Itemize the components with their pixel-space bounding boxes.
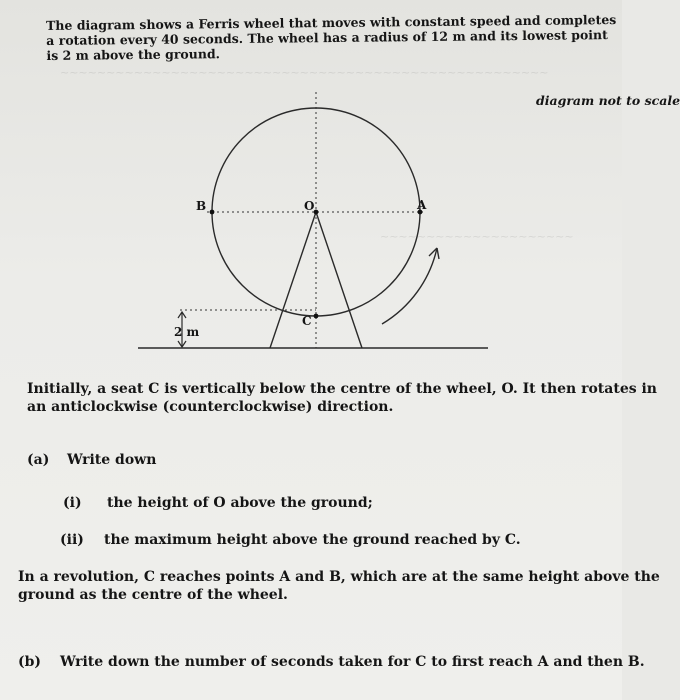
part-a-ii-text: the maximum height above the ground reached by C. — [104, 532, 521, 548]
support-right — [316, 212, 362, 348]
label-C: C — [302, 314, 312, 328]
initial-paragraph — [27, 380, 657, 416]
intro-line-2: a rotation every 40 seconds. The wheel has a radius of 12 m and its lowest point — [46, 27, 608, 48]
part-b-text: Write down the number of seconds taken for C to first reach A and then B. — [60, 654, 645, 670]
point-C — [314, 314, 319, 319]
part-a-label: (a) — [27, 452, 50, 468]
label-O: O — [304, 199, 315, 213]
label-2m: 2 m — [174, 325, 200, 339]
part-a-ii-label: (ii) — [60, 532, 84, 548]
label-B: B — [196, 199, 207, 213]
revolution-line-2: ground as the centre of the wheel. — [18, 587, 288, 603]
intro-line-1: The diagram shows a Ferris wheel that moves with constant speed and completes — [46, 12, 617, 33]
part-a-i-text: the height of O above the ground; — [107, 495, 373, 511]
initial-line-1: Initially, a seat C is vertically below the centre of the wheel, O. It then rotates in — [27, 381, 657, 397]
label-A: A — [417, 198, 427, 212]
part-b-label: (b) — [18, 654, 42, 670]
revolution-paragraph — [18, 568, 660, 604]
point-B — [210, 210, 215, 215]
initial-line-2: an anticlockwise (counterclockwise) direction. — [27, 399, 394, 415]
part-a-i — [63, 494, 373, 512]
part-a-i-label: (i) — [63, 495, 82, 511]
intro-line-3: is 2 m above the ground. — [46, 46, 221, 63]
rotation-arrow-arc — [382, 248, 437, 324]
revolution-line-1: In a revolution, C reaches points A and B, which are at the same height above the — [18, 569, 660, 585]
show-through-text: ~~~~~~~~~~~~~~~~~~~~~ — [380, 230, 574, 243]
part-a-ii — [60, 531, 521, 549]
show-through-text: ~~~~~~~~~~~~~~~~~~~~~~~~~~~~~~~~~~~~~~~~~~~~~~~~~~~~~ — [60, 66, 549, 79]
part-a — [27, 451, 156, 469]
part-b — [18, 653, 645, 671]
not-to-scale-note: diagram not to scale — [536, 93, 680, 108]
part-a-text: Write down — [67, 452, 157, 468]
